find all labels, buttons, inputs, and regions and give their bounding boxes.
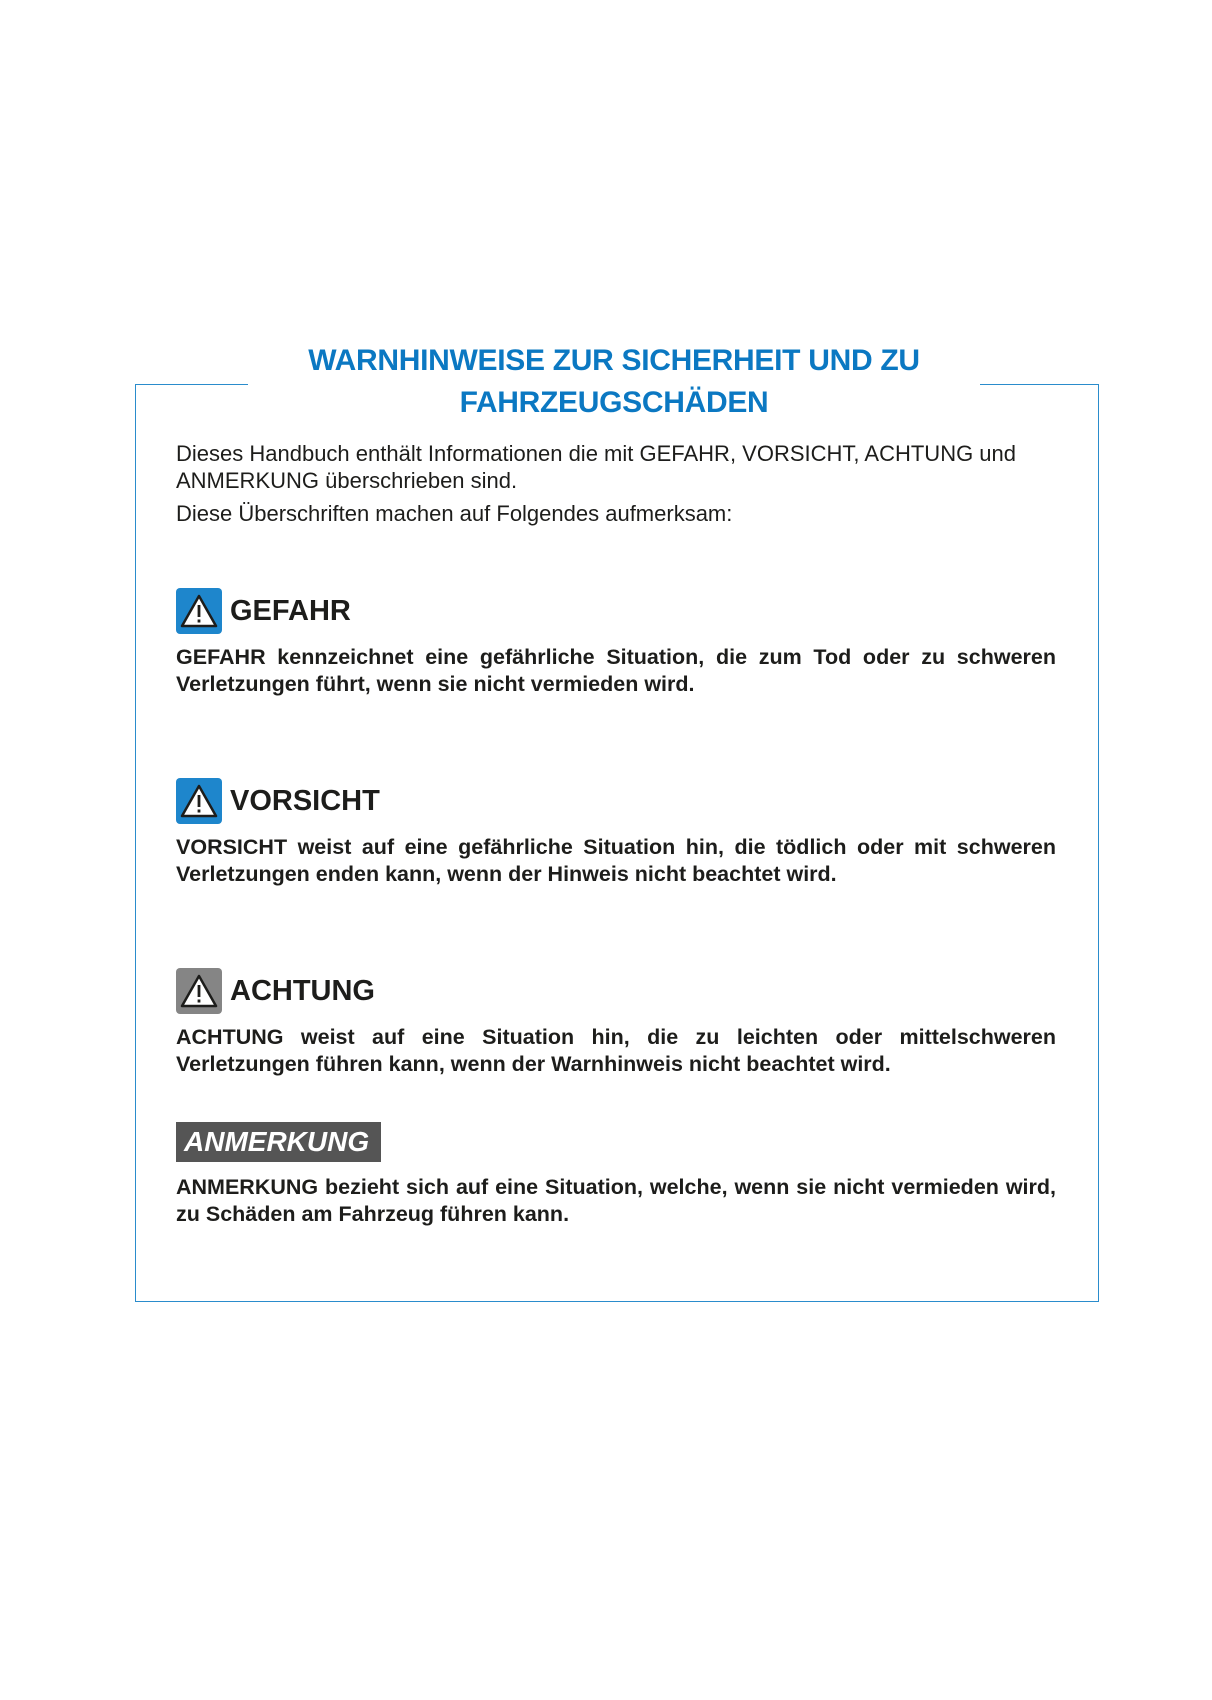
warning-triangle-icon: [176, 968, 222, 1014]
note-label: ANMERKUNG: [176, 1122, 381, 1162]
section-achtung: [176, 966, 1056, 1078]
page-title-line1: WARNHINWEISE ZUR SICHERHEIT UND ZU: [308, 344, 920, 377]
section-anmerkung: [176, 1122, 1056, 1228]
section-text: ACHTUNG weist auf eine Situation hin, die zu leichten oder mittelschweren Verletzungen führen kann, wenn der Warnhinweis nicht beachtet wird.: [176, 1025, 1056, 1076]
page-title: [248, 340, 980, 424]
section-text: GEFAHR kennzeichnet eine gefährliche Situation, die zum Tod oder zu schweren Verletzungen führt, wenn sie nicht vermieden wird.: [176, 645, 1056, 696]
section-title: VORSICHT: [230, 785, 380, 817]
section-title: GEFAHR: [230, 595, 351, 627]
intro-paragraph-1: Dieses Handbuch enthält Informationen die mit GEFAHR, VORSICHT, ACHTUNG und ANMERKUNG überschrieben sind.: [176, 441, 1017, 493]
section-text: ANMERKUNG bezieht sich auf eine Situation, welche, wenn sie nicht vermieden wird, zu Schäden am Fahrzeug führen kann.: [176, 1175, 1056, 1226]
page-title-line2: FAHRZEUGSCHÄDEN: [459, 386, 769, 419]
intro-text: [176, 440, 1056, 533]
section-vorsicht: [176, 776, 1056, 888]
section-heading: [176, 966, 1056, 1016]
section-title: ACHTUNG: [230, 975, 375, 1007]
section-gefahr: [176, 586, 1056, 698]
intro-paragraph-2: Diese Überschriften machen auf Folgendes aufmerksam:: [176, 501, 733, 526]
warning-triangle-icon: [176, 778, 222, 824]
section-heading: [176, 586, 1056, 636]
warning-triangle-icon: [176, 588, 222, 634]
section-text: VORSICHT weist auf eine gefährliche Situation hin, die tödlich oder mit schweren Verletzungen enden kann, wenn der Hinweis nicht beachtet wird.: [176, 835, 1056, 886]
section-heading: [176, 776, 1056, 826]
